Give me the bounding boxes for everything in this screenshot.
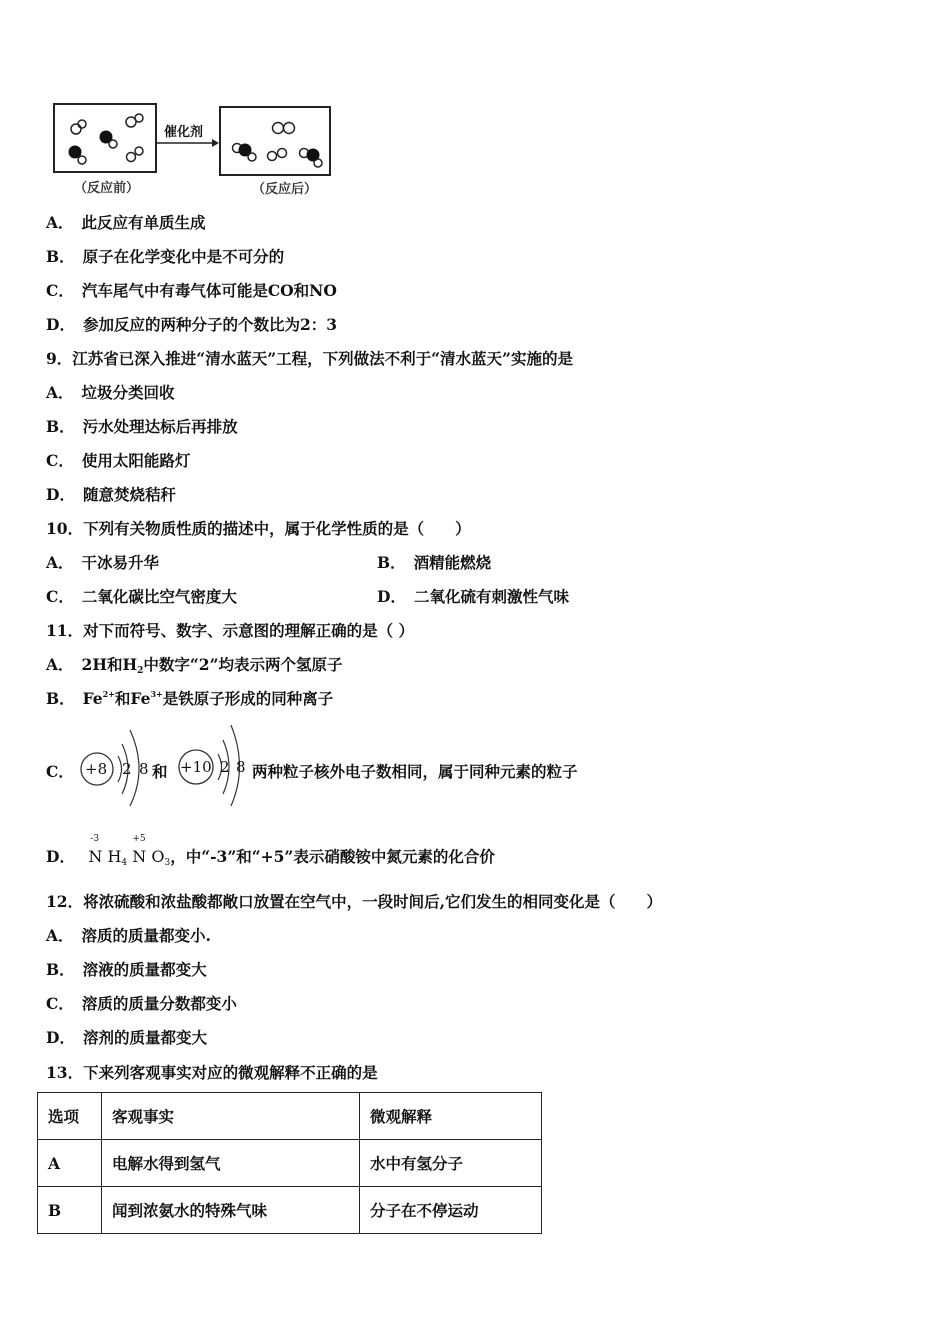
q12-option-c: C． 溶质的质量分数都变小 — [46, 994, 237, 1013]
table-header-row — [38, 1093, 542, 1140]
table-row — [38, 1140, 542, 1187]
table-cell: 闻到浓氨水的特殊气味 — [102, 1187, 360, 1234]
q11-option-c-label: C． — [46, 762, 74, 781]
q10-option-c: C． 二氧化碳比空气密度大 — [46, 587, 237, 606]
q12-stem: 12．将浓硫酸和浓盐酸都敞口放置在空气中，一段时间后,它们发生的相同变化是（ ） — [46, 892, 662, 911]
after-caption: （反应后） — [252, 182, 318, 197]
reaction-arrow — [157, 138, 219, 148]
q12-option-b: B． 溶液的质量都变大 — [46, 960, 207, 979]
q13-stem: 13．下来列客观事实对应的微观解释不正确的是 — [46, 1063, 378, 1082]
q11-option-b: B． $Fe^{2+}$和$Fe^{3+}$是铁原子形成的同种离子 — [46, 689, 334, 708]
table-cell: 分子在不停运动 — [360, 1187, 542, 1234]
atom2-nucleus: +10 — [180, 758, 212, 776]
q8-option-d: D． 参加反应的两种分子的个数比为2：3 — [46, 315, 338, 334]
header-explanation: 微观解释 — [360, 1093, 542, 1140]
catalyst-label: 催化剂 — [164, 125, 204, 140]
q11-option-a: A． 2H和$H_2$中数字“2”均表示两个氢原子 — [46, 655, 343, 676]
q10-option-a: A． 干冰易升华 — [46, 553, 160, 572]
q8-option-c: C． 汽车尾气中有毒气体可能是CO和NO — [46, 281, 337, 300]
explanation-table — [37, 1092, 542, 1234]
atom1-shell2: 8 — [139, 760, 149, 778]
q11-stem: 11．对下而符号、数字、示意图的理解正确的是（ ） — [46, 621, 414, 640]
q10-option-b: B． 酒精能燃烧 — [377, 553, 492, 572]
q10-stem: 10．下列有关物质性质的描述中，属于化学性质的是（ ） — [46, 519, 471, 538]
q9-option-b: B． 污水处理达标后再排放 — [46, 417, 238, 436]
before-box — [53, 103, 157, 173]
q8-option-b: B． 原子在化学变化中是不可分的 — [46, 247, 285, 266]
before-molecules — [55, 105, 155, 171]
q8-option-a: A． 此反应有单质生成 — [46, 213, 206, 232]
q9-stem: 9．江苏省已深入推进“清水蓝天”工程，下列做法不利于“清水蓝天”实施的是 — [46, 349, 573, 368]
ammonium-nitrate-formula: -3 N $H_4$ +5 N $O_3$ — [88, 834, 171, 868]
q11-option-d: D． -3 N $H_4$ +5 N $O_3$，中“-3”和“+5”表示硝酸铵中氮元素的化合价 — [46, 834, 495, 868]
atom2-shell1: 2 — [220, 758, 230, 776]
q9-option-d: D． 随意焚烧秸秆 — [46, 485, 176, 504]
q9-option-c: C． 使用太阳能路灯 — [46, 451, 191, 470]
table-cell: 水中有氢分子 — [360, 1140, 542, 1187]
q9-option-a: A． 垃圾分类回收 — [46, 383, 175, 402]
q12-option-d: D． 溶剂的质量都变大 — [46, 1028, 207, 1047]
header-option: 选项 — [38, 1093, 102, 1140]
table-cell: B — [38, 1187, 102, 1234]
table-row — [38, 1187, 542, 1234]
before-caption: （反应前） — [74, 181, 140, 196]
after-box — [219, 106, 331, 176]
after-molecules — [221, 108, 329, 174]
atom1-nucleus: +8 — [85, 760, 108, 778]
atom1-shell1: 2 — [122, 760, 132, 778]
q10-option-d: D． 二氧化硫有刺激性气味 — [377, 587, 569, 606]
q11-option-c-and: 和 — [152, 762, 168, 781]
q12-option-a: A． 溶质的质量都变小. — [46, 926, 211, 945]
table-cell: A — [38, 1140, 102, 1187]
header-fact: 客观事实 — [102, 1093, 360, 1140]
table-cell: 电解水得到氢气 — [102, 1140, 360, 1187]
q11-option-c-text: 两种粒子核外电子数相同，属于同种元素的粒子 — [252, 762, 578, 781]
atom2-shell2: 8 — [236, 758, 246, 776]
